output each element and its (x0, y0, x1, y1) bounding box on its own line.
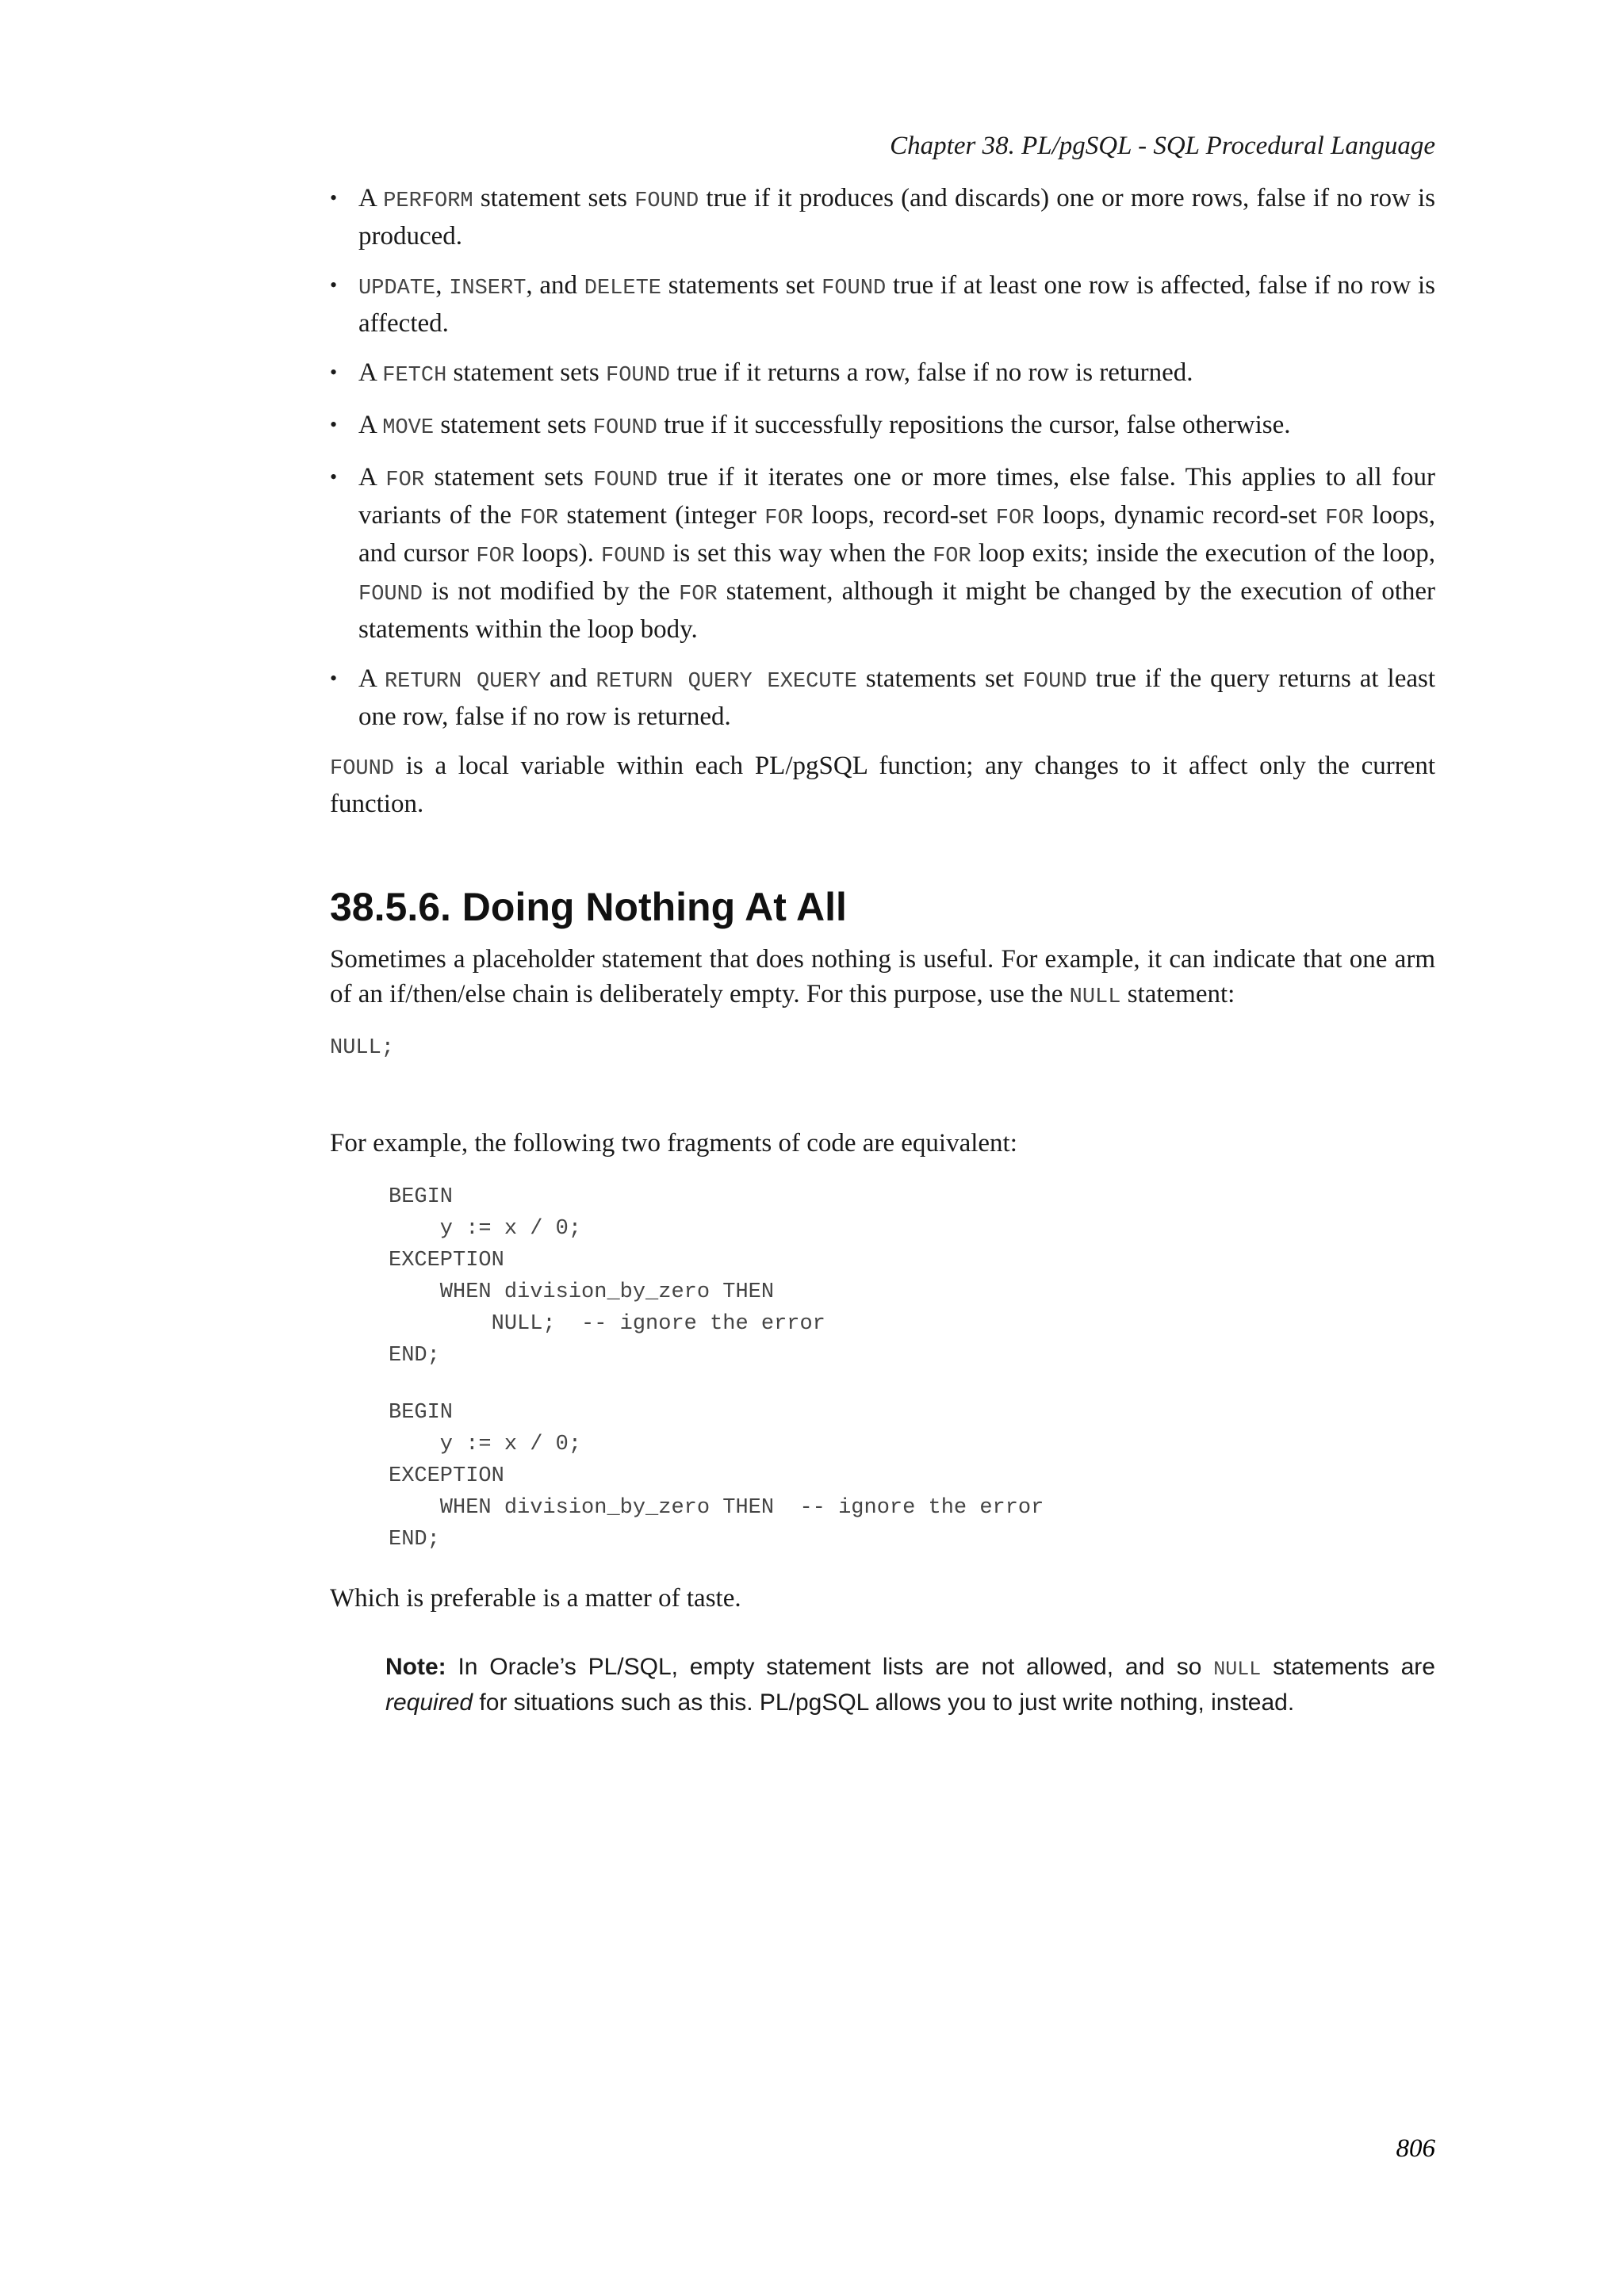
list-item: • A PERFORM statement sets FOUND true if it produces (and discards) one or more rows, false if no row is produced. (330, 181, 1435, 254)
running-header: Chapter 38. PL/pgSQL - SQL Procedural Language (890, 132, 1435, 160)
section-heading: 38.5.6. Doing Nothing At All (330, 885, 847, 929)
found-paragraph: FOUND is a local variable within each PL/pgSQL function; any changes to it affect only the current function. (330, 752, 1436, 818)
list-item: • A FETCH statement sets FOUND true if it returns a row, false if no row is returned. (330, 355, 1435, 393)
page-number: 806 (1396, 2134, 1435, 2163)
list-item: • A FOR statement sets FOUND true if it iterates one or more times, else false. This applies to all four variants of the FOR statement (integer FOR loops, record-set FOR loops, dynamic record-set FOR loops, and cursor FOR loops). FOUND is set this way when the FOR loop exits; inside the execution of the loop, FOUND is not modified by the FOR statement, although it might be changed by the execution of other statements within the loop body. (330, 460, 1435, 647)
list-item: • UPDATE, INSERT, and DELETE statements set FOUND true if at least one row is affected, false if no row is affected. (330, 268, 1435, 341)
note-box: Note: In Oracle’s PL/SQL, empty statement lists are not allowed, and so NULL statements are required for situations such as this. PL/pgSQL allows you to just write nothing, instead. (385, 1654, 1435, 1716)
list-item: • A MOVE statement sets FOUND true if it successfully repositions the cursor, false otherwise. (330, 408, 1435, 446)
document-page (330, 119, 1435, 1720)
example-intro: For example, the following two fragments of code are equivalent: (330, 1129, 1017, 1158)
note-label: Note: (385, 1654, 446, 1680)
found-rules-list (330, 181, 1435, 734)
code-example-1: BEGIN y := x / 0; EXCEPTION WHEN division_by_zero THEN NULL; -- ignore the error END; (389, 1185, 825, 1368)
list-item: • A RETURN QUERY and RETURN QUERY EXECUTE statements set FOUND true if the query returns at least one row, false if no row is returned. (330, 661, 1435, 734)
code-example-2: BEGIN y := x / 0; EXCEPTION WHEN division_by_zero THEN -- ignore the error END; (389, 1401, 1044, 1552)
null-statement-code: NULL; (330, 1036, 395, 1060)
preference-paragraph: Which is preferable is a matter of taste. (330, 1584, 741, 1613)
section-intro: Sometimes a placeholder statement that does nothing is useful. For example, it can indicate that one arm of an if/then/else chain is deliberately empty. For this purpose, use the NULL statement: (330, 945, 1435, 1009)
